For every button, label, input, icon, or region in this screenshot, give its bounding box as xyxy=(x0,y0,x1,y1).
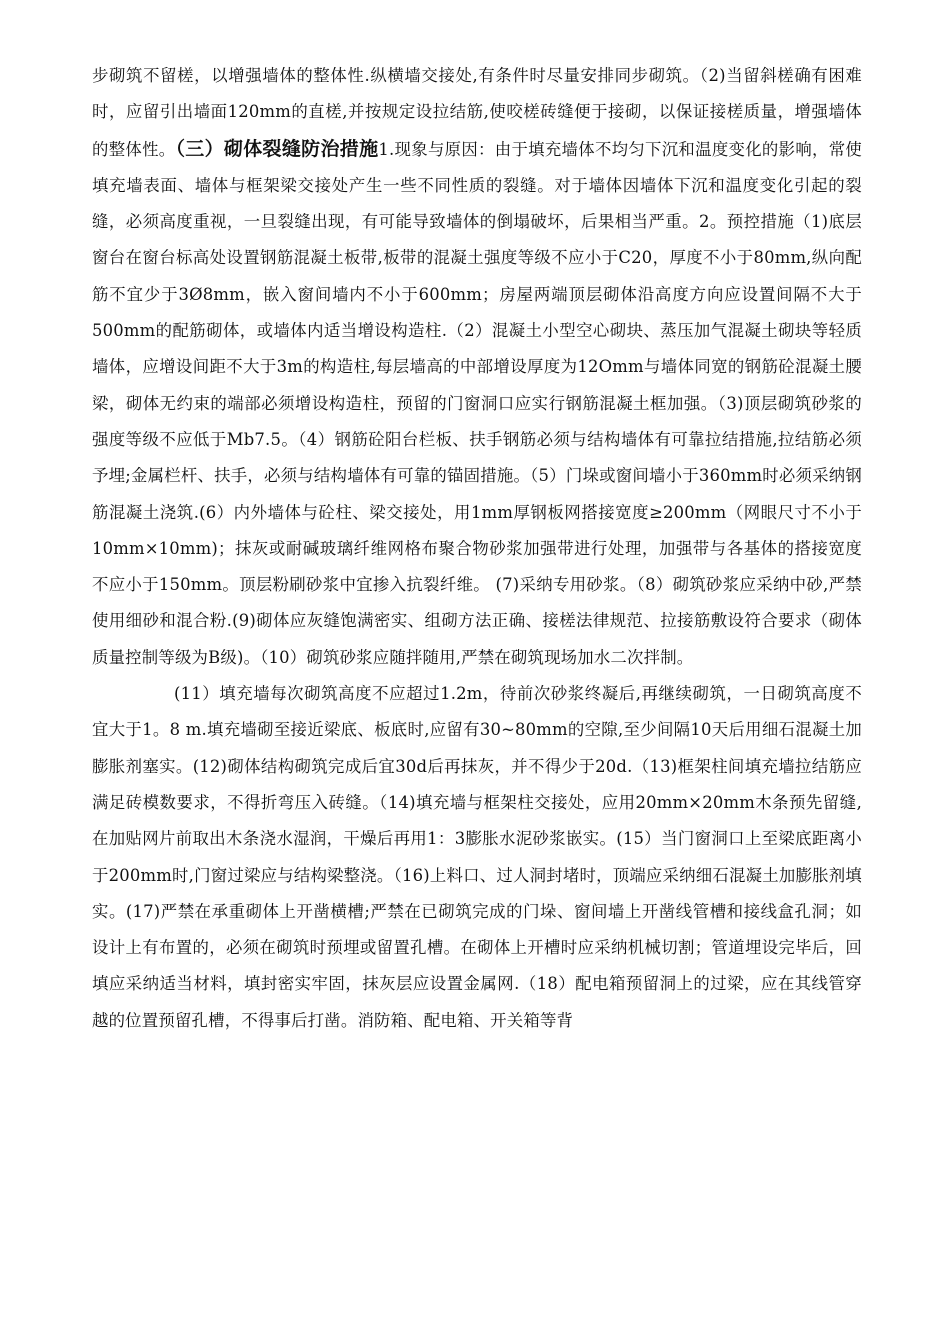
paragraph-1-text-before-heading: 步砌筑不留槎，以增强墙体的整体性.纵横墙交接处,有条件时尽量安排同步砌筑。（2)当留斜槎确有困难时，应留引出墙面120mm的直槎,并按规定设拉结筋,使咬槎砖缝便于接砌，以保证接槎质量，增强墙体的整体性。 xyxy=(92,66,862,159)
paragraph-1 xyxy=(92,58,862,676)
document-body xyxy=(92,58,862,1039)
paragraph-2: (11）填充墙每次砌筑高度不应超过1.2m，待前次砂浆终凝后,再继续砌筑，一日砌筑高度不宜大于1。8 m.填充墙砌至接近梁底、板底时,应留有30~80mm的空隙,至少间隔10天后用细石混凝土加膨胀剂塞实。(12)砌体结构砌筑完成后宜30d后再抹灰，并不得少于20d.（13)框架柱间填充墙拉结筋应满足砖模数要求，不得折弯压入砖缝。（14)填充墙与框架柱交接处，应用20mm×20mm木条预先留缝,在加贴网片前取出木条浇水湿润，干燥后再用1：3膨胀水泥砂浆嵌实。(15）当门窗洞口上至梁底距离小于200mm时,门窗过梁应与结构梁整浇。（16)上料口、过人洞封堵时，顶端应采纳细石混凝土加膨胀剂填实。(17)严禁在承重砌体上开凿横槽;严禁在已砌筑完成的门垛、窗间墙上开凿线管槽和接线盒孔洞；如设计上有布置的，必须在砌筑时预埋或留置孔槽。在砌体上开槽时应采纳机械切割；管道埋设完毕后，回填应采纳适当材料，填封密实牢固，抹灰层应设置金属网.（18）配电箱预留洞上的过梁，应在其线管穿越的位置预留孔槽，不得事后打凿。消防箱、配电箱、开关箱等背 xyxy=(92,684,862,1030)
section-heading: （三）砌体裂缝防治措施 xyxy=(175,137,379,160)
paragraph-1-text-after-heading: 1.现象与原因：由于填充墙体不均匀下沉和温度变化的影响，常使填充墙表面、墙体与框架梁交接处产生一些不同性质的裂缝。对于墙体因墙体下沉和温度变化引起的裂缝，必须高度重视，一旦裂缝出现，有可能导致墙体的倒塌破坏，后果相当严重。2。预控措施（1)底层窗台在窗台标高处设置钢筋混凝土板带,板带的混凝土强度等级不应小于C20，厚度不小于80mm,纵向配筋不宜少于3Ø8mm，嵌入窗间墙内不小于600mm；房屋两端顶层砌体沿高度方向应设置间隔不大于500mm的配筋砌体，或墙体内适当增设构造柱.（2）混凝土小型空心砌块、蒸压加气混凝土砌块等轻质墙体，应增设间距不大于3m的构造柱,每层墙高的中部增设厚度为12Omm与墙体同宽的钢筋砼混凝土腰梁，砌体无约束的端部必须增设构造柱，预留的门窗洞口应实行钢筋混凝土框加强。（3)顶层砌筑砂浆的强度等级不应低于Mb7.5。（4）钢筋砼阳台栏板、扶手钢筋必须与结构墙体有可靠拉结措施,拉结筋必须予埋;金属栏杆、扶手，必须与结构墙体有可靠的锚固措施。（5）门垛或窗间墙小于360mm时必须采纳钢筋混凝土浇筑.(6）内外墙体与砼柱、梁交接处，用1mm厚钢板网搭接宽度≥200mm（网眼尺寸不小于10mm×10mm)；抹灰或耐碱玻璃纤维网格布聚合物砂浆加强带进行处理，加强带与各基体的搭接宽度不应小于150mm。顶层粉刷砂浆中宜掺入抗裂纤维。 (7)采纳专用砂浆。（8）砌筑砂浆应采纳中砂,严禁使用细砂和混合粉.(9)砌体应灰缝饱满密实、组砌方法正确、接槎法律规范、拉接筋敷设符合要求（砌体质量控制等级为B级)。（10）砌筑砂浆应随拌随用,严禁在砌筑现场加水二次拌制。 xyxy=(92,139,863,667)
